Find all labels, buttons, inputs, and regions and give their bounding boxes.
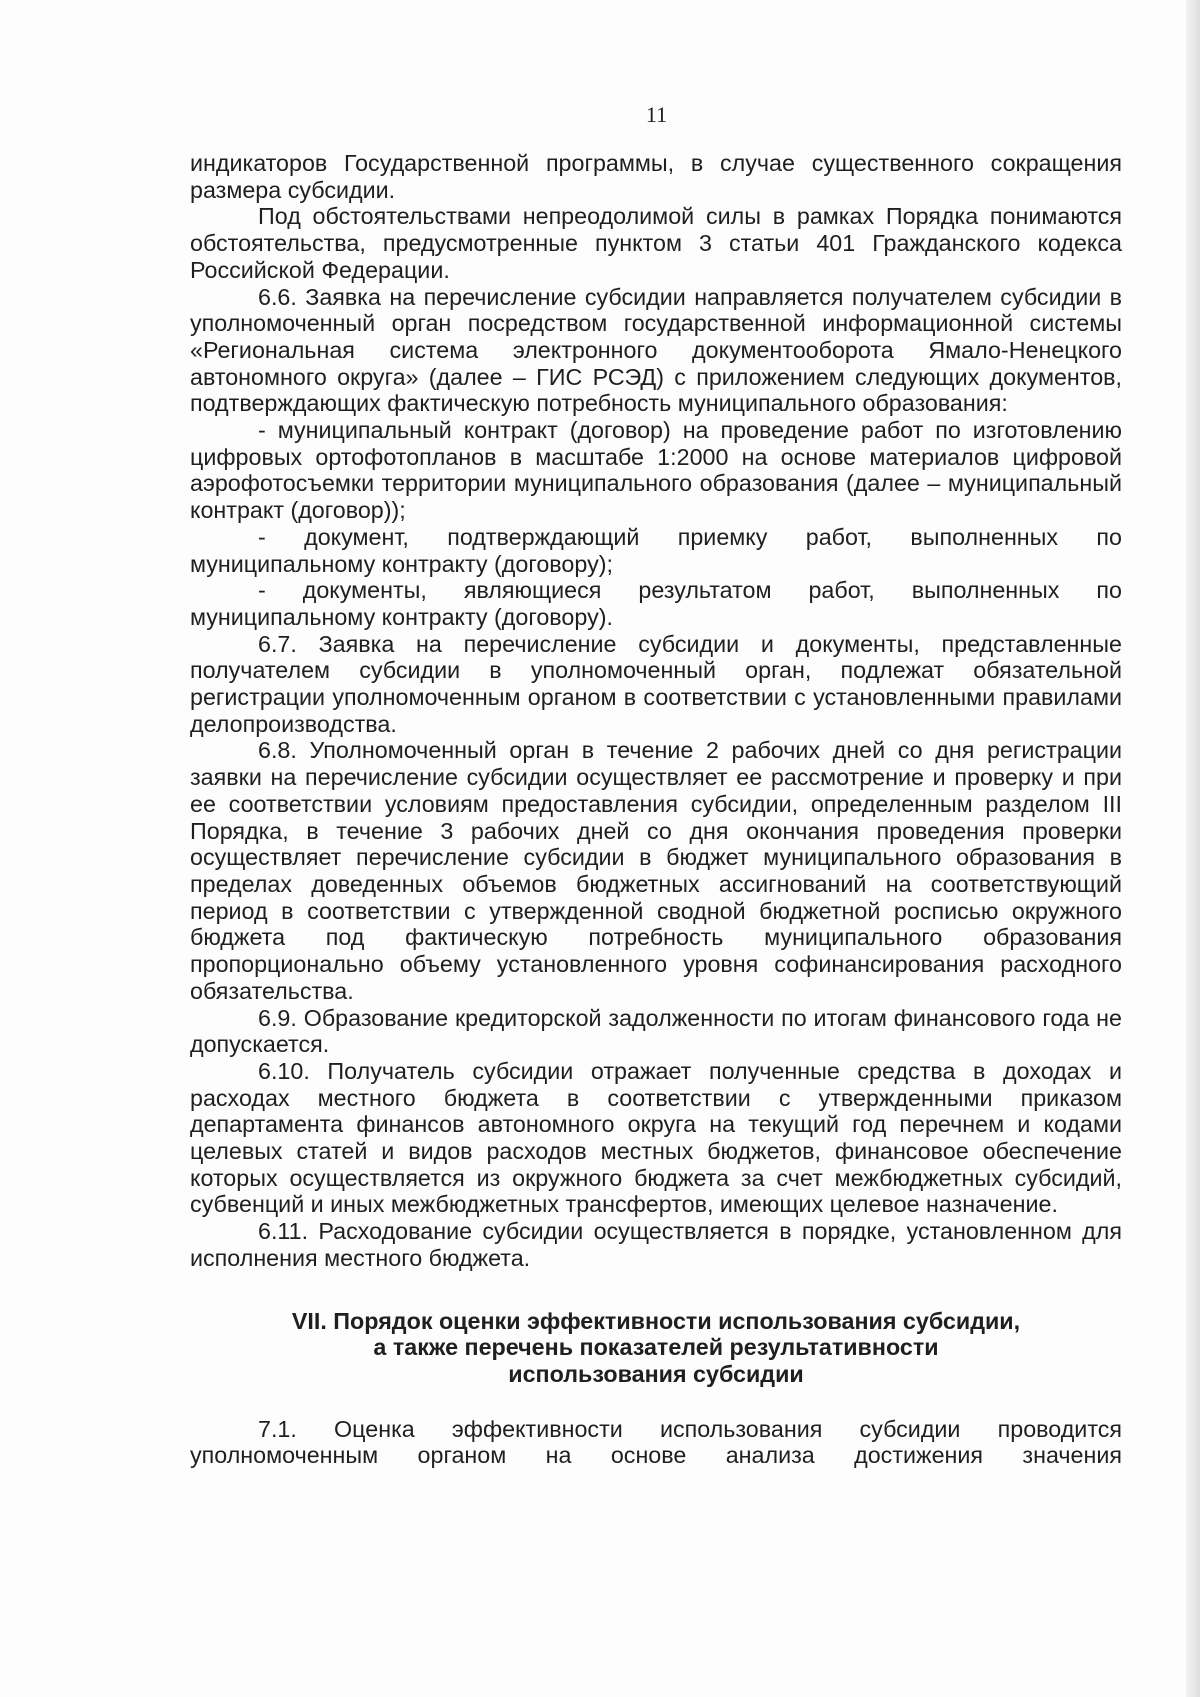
- paragraph: - документ, подтверждающий приемку работ, выполненных по муниципальному контракту (договору);: [190, 523, 1122, 577]
- document-body: [190, 150, 1122, 1469]
- paragraph: - муниципальный контракт (договор) на проведение работ по изготовлению цифровых ортофотопланов в масштабе 1:2000 на основе материалов цифровой аэрофотосъемки территории муниципального образования (далее – муниципальный контракт (договор));: [190, 417, 1122, 524]
- paragraph: 6.8. Уполномоченный орган в течение 2 рабочих дней со дня регистрации заявки на перечисление субсидии осуществляет ее рассмотрение и проверку и при ее соответствии условиям предоставления субсидии, определенным разделом III Порядка, в течение 3 рабочих дней со дня окончания проведения проверки осуществляет перечисление субсидии в бюджет муниципального образования в пределах доведенных объемов бюджетных ассигнований на соответствующий период в соответствии с утвержденной сводной бюджетной росписью окружного бюджета под фактическую потребность муниципального образования пропорционально объему установленного уровня софинансирования расходного обязательства.: [190, 737, 1122, 1004]
- paragraph: индикаторов Государственной программы, в случае существенного сокращения размера субсидии.: [190, 150, 1122, 203]
- section-heading-line-3: использования субсидии: [508, 1360, 804, 1387]
- paragraphs-before-heading: [190, 150, 1122, 1272]
- paragraph: 6.6. Заявка на перечисление субсидии направляется получателем субсидии в уполномоченный орган посредством государственной информационной системы «Региональная система электронного документооборота Ямало-Ненецкого автономного округа» (далее – ГИС РСЭД) с приложением следующих документов, подтверждающих фактическую потребность муниципального образования:: [190, 283, 1122, 417]
- page-edge-shadow: [1186, 0, 1200, 1697]
- paragraphs-after-heading: [190, 1416, 1122, 1469]
- paragraph: 6.11. Расходование субсидии осуществляется в порядке, установленном для исполнения местного бюджета.: [190, 1218, 1122, 1271]
- paragraph: 6.9. Образование кредиторской задолженности по итогам финансового года не допускается.: [190, 1004, 1122, 1058]
- paragraph: Под обстоятельствами непреодолимой силы в рамках Порядка понимаются обстоятельства, предусмотренные пунктом 3 статьи 401 Гражданского кодекса Российской Федерации.: [190, 203, 1122, 283]
- section-heading-line-2: а также перечень показателей результативности: [373, 1334, 939, 1361]
- paragraph: 6.7. Заявка на перечисление субсидии и документы, представленные получателем субсидии в уполномоченный орган, подлежат обязательной регистрации уполномоченным органом в соответствии с установленными правилами делопроизводства.: [190, 630, 1122, 737]
- paragraph: - документы, являющиеся результатом работ, выполненных по муниципальному контракту (договору).: [190, 577, 1122, 630]
- paragraph: 7.1. Оценка эффективности использования субсидии проводится уполномоченным органом на основе анализа достижения значения: [190, 1415, 1122, 1469]
- page-number: 11: [645, 102, 668, 127]
- section-heading: [190, 1308, 1122, 1388]
- paragraph: 6.10. Получатель субсидии отражает полученные средства в доходах и расходах местного бюджета в соответствии с утвержденными приказом департамента финансов автономного округа на текущий год перечнем и кодами целевых статей и видов расходов местных бюджетов, финансовое обеспечение которых осуществляется из окружного бюджета за счет межбюджетных субсидий, субвенций и иных межбюджетных трансфертов, имеющих целевое назначение.: [190, 1057, 1122, 1218]
- section-heading-line-1: VII. Порядок оценки эффективности использования субсидии,: [291, 1307, 1021, 1334]
